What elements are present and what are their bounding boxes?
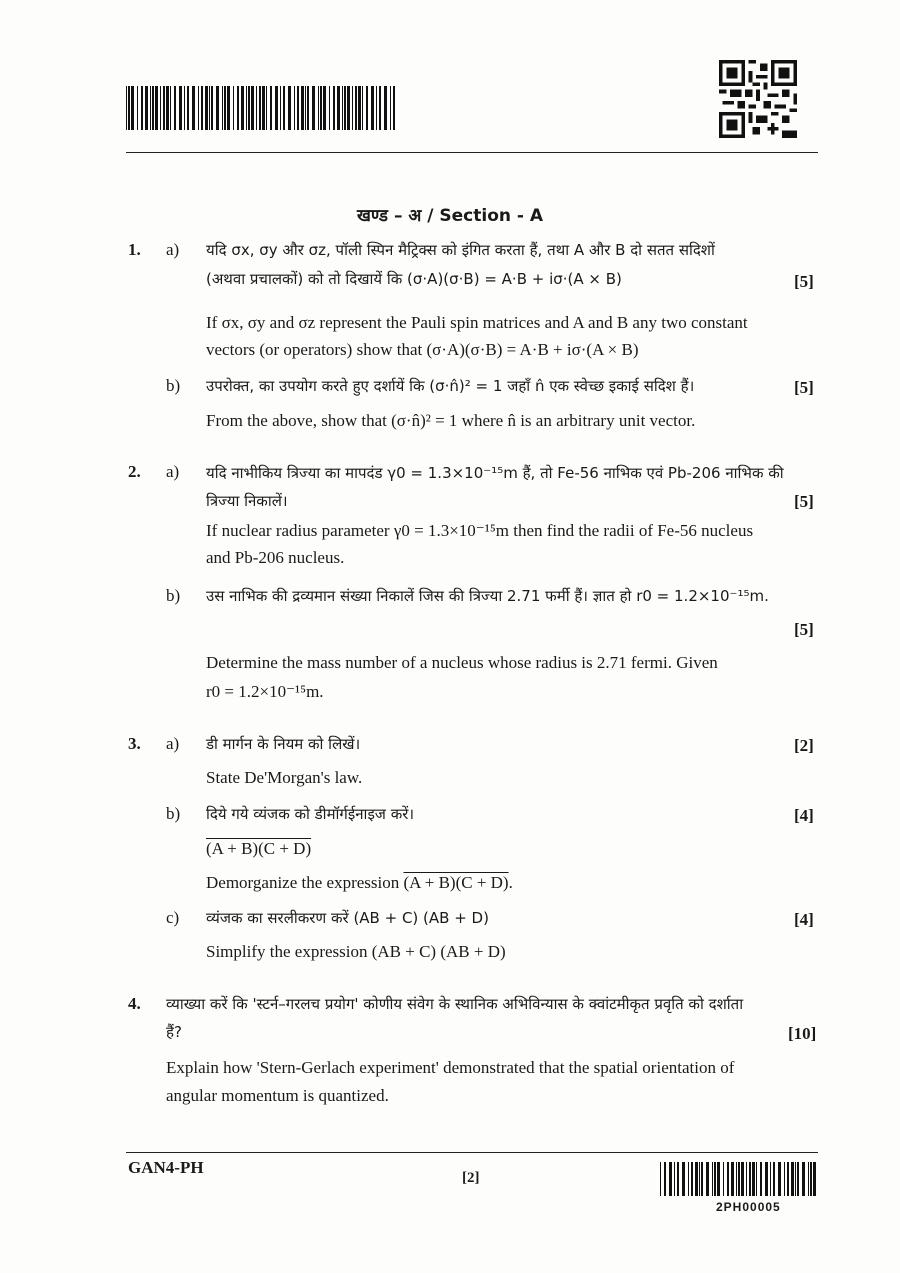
page-number: [2]	[462, 1170, 480, 1186]
sub-label: a)	[166, 240, 180, 259]
barcode-bar	[376, 86, 377, 130]
barcode-bar	[752, 1162, 755, 1196]
barcode-bar	[677, 1162, 679, 1196]
barcode-bar	[270, 86, 272, 130]
barcode-bar	[163, 86, 165, 130]
barcode-bar	[352, 86, 353, 130]
barcode-bar	[778, 1162, 781, 1196]
barcode-icon	[126, 86, 398, 130]
q1a-english-line1: If σx, σy and σz represent the Pauli spin matrices and A and B any two constant	[206, 313, 748, 332]
barcode-bar	[246, 86, 247, 130]
barcode-bar	[307, 86, 309, 130]
q2b-hindi: उस नाभिक की द्रव्यमान संख्या निकालें जिस की त्रिज्या 2.71 फर्मी हैं। ज्ञात हो r0 = 1.2×10⁻¹⁵m.	[206, 587, 769, 605]
sub-label: b)	[166, 586, 181, 605]
barcode-bar	[179, 86, 182, 130]
barcode-bar	[371, 86, 374, 130]
barcode-bar	[233, 86, 234, 130]
barcode-bar	[318, 86, 319, 130]
barcode-bar	[337, 86, 340, 130]
sub-label: a)	[166, 462, 180, 481]
barcode-bar	[773, 1162, 775, 1196]
barcode-bar	[256, 86, 257, 130]
barcode-bar	[275, 86, 278, 130]
q3b-expression: (A + B)(C + D)	[206, 839, 312, 858]
barcode-bar	[259, 86, 261, 130]
barcode-bar	[731, 1162, 734, 1196]
barcode-bar	[344, 86, 346, 130]
q2a-hindi-line1: यदि नाभीकिय त्रिज्या का मापदंड γ0 = 1.3×10⁻¹⁵m हैं, तो Fe-56 नाभिक एवं Pb-206 नाभिक की	[206, 464, 784, 482]
marks: [5]	[794, 492, 814, 511]
q2b-english-line2: r0 = 1.2×10⁻¹⁵m.	[206, 682, 324, 701]
barcode-bar	[251, 86, 254, 130]
sub-label: a)	[166, 734, 180, 753]
barcode-bar	[126, 86, 127, 130]
barcode-bar	[699, 1162, 700, 1196]
barcode-bar	[174, 86, 176, 130]
q4-english-line1: Explain how 'Stern-Gerlach experiment' demonstrated that the spatial orientation of	[166, 1058, 735, 1077]
footer-rule	[126, 1152, 818, 1153]
sub-label: b)	[166, 804, 181, 823]
barcode-bar	[160, 86, 161, 130]
barcode-bar	[682, 1162, 685, 1196]
barcode-bar	[695, 1162, 698, 1196]
q3a-english: State De'Morgan's law.	[206, 768, 363, 787]
barcode-bar	[362, 86, 363, 130]
q3b-hindi: दिये गये व्यंजक को डीमॉर्गईनाइज करें।	[206, 805, 415, 823]
q3b-english-prefix: Demorganize the expression	[206, 873, 400, 892]
q4-hindi-line2: हैं?	[166, 1023, 182, 1041]
barcode-bar	[760, 1162, 762, 1196]
barcode-bar	[717, 1162, 720, 1196]
q2a-hindi-line2: त्रिज्या निकालें।	[206, 492, 288, 510]
barcode-bar	[329, 86, 330, 130]
question-number: 4.	[128, 994, 141, 1013]
barcode-bar	[379, 86, 381, 130]
barcode-bar	[320, 86, 322, 130]
sub-label: b)	[166, 376, 181, 395]
barcode-bar	[323, 86, 326, 130]
barcode-bar	[184, 86, 185, 130]
barcode-bar	[305, 86, 306, 130]
barcode-bar	[187, 86, 189, 130]
barcode-bar	[810, 1162, 812, 1196]
barcode-bar	[384, 86, 387, 130]
question-number: 3.	[128, 734, 141, 753]
q4-english-line2: angular momentum is quantized.	[166, 1086, 389, 1105]
marks: [5]	[794, 620, 814, 639]
barcode-bar	[227, 86, 230, 130]
q1a-hindi-line2: (अथवा प्रचालकों) को तो दिखायें कि (σ·A)(σ·B) = A·B + iσ·(A × B)	[206, 270, 622, 288]
barcode-bar	[170, 86, 171, 130]
barcode-bar	[784, 1162, 785, 1196]
section-title: खण्ड – अ / Section - A	[356, 206, 544, 226]
paper-code: GAN4-PH	[128, 1158, 204, 1177]
barcode-bar	[723, 1162, 724, 1196]
barcode-bar	[669, 1162, 672, 1196]
barcode-bar	[333, 86, 335, 130]
barcode-bar	[241, 86, 244, 130]
barcode-bar	[393, 86, 395, 130]
q2b-english-line1: Determine the mass number of a nucleus whose radius is 2.71 fermi. Given	[206, 653, 718, 672]
barcode-bar	[216, 86, 219, 130]
barcode-bar	[128, 86, 130, 130]
barcode-bar	[342, 86, 343, 130]
barcode-bar	[712, 1162, 713, 1196]
q1a-hindi-line1: यदि σx, σy और σz, पॉली स्पिन मैट्रिक्स को इंगित करता हैं, तथा A और B दो सतत सदिशों	[206, 241, 715, 259]
question-number: 1.	[128, 240, 141, 259]
barcode-bar	[738, 1162, 740, 1196]
barcode-bar	[674, 1162, 675, 1196]
barcode-bar	[192, 86, 195, 130]
barcode-bar	[791, 1162, 794, 1196]
q1a-english-line2: vectors (or operators) show that (σ·A)(σ·B) = A·B + iσ·(A × B)	[206, 340, 639, 359]
barcode-bar	[150, 86, 151, 130]
barcode-bar	[312, 86, 315, 130]
barcode-bar	[198, 86, 199, 130]
barcode-bar	[155, 86, 158, 130]
barcode-bar	[701, 1162, 703, 1196]
q4-hindi-line1: व्याख्या करें कि 'स्टर्न–गरलच प्रयोग' कोणीय संवेग के स्थानिक अभिविन्यास के क्वांटमीकृत प्रवृति को दर्शाता	[166, 995, 744, 1013]
barcode-bar	[297, 86, 299, 130]
barcode-bar	[131, 86, 134, 130]
barcode-bar	[222, 86, 223, 130]
paper-id: 2PH00005	[716, 1200, 781, 1214]
barcode-bar	[765, 1162, 768, 1196]
q1b-hindi: उपरोक्त, का उपयोग करते हुए दर्शायें कि (σ·n̂)² = 1 जहाँ n̂ एक स्वेच्छ इकाई सदिश हैं।	[206, 377, 695, 395]
barcode-bar	[795, 1162, 796, 1196]
q2a-english-line1: If nuclear radius parameter γ0 = 1.3×10⁻¹⁵m then find the radii of Fe-56 nucleus	[206, 521, 754, 540]
barcode-bar	[741, 1162, 744, 1196]
marks: [10]	[788, 1024, 817, 1043]
barcode-bar	[280, 86, 281, 130]
barcode-bar	[770, 1162, 771, 1196]
header-rule	[126, 152, 818, 153]
barcode-bar	[266, 86, 267, 130]
barcode-bar	[262, 86, 265, 130]
barcode-bar	[205, 86, 208, 130]
barcode-bar	[248, 86, 250, 130]
marks: [4]	[794, 910, 814, 929]
q3c-english: Simplify the expression (AB + C) (AB + D)	[206, 942, 506, 961]
barcode-bar	[688, 1162, 689, 1196]
q3b-english-expression: (A + B)(C + D)	[403, 873, 509, 892]
q2a-english-line2: and Pb-206 nucleus.	[206, 548, 345, 567]
barcode-bar	[714, 1162, 716, 1196]
barcode-bar	[301, 86, 304, 130]
barcode-bar	[209, 86, 210, 130]
sub-label: c)	[166, 908, 180, 927]
barcode-bar	[211, 86, 213, 130]
barcode-bar	[366, 86, 368, 130]
barcode-bar	[802, 1162, 805, 1196]
barcode-bar	[749, 1162, 751, 1196]
barcode-bar	[813, 1162, 816, 1196]
footer-barcode-icon	[660, 1162, 820, 1196]
barcode-bar	[660, 1162, 661, 1196]
barcode-bar	[141, 86, 143, 130]
marks: [2]	[794, 736, 814, 755]
barcode-bar	[706, 1162, 709, 1196]
barcode-bar	[358, 86, 361, 130]
barcode-bar	[727, 1162, 729, 1196]
barcode-bar	[288, 86, 291, 130]
q1b-english: From the above, show that (σ·n̂)² = 1 where n̂ is an arbitrary unit vector.	[206, 411, 696, 430]
q3c-hindi: व्यंजक का सरलीकरण करें (AB + C) (AB + D)	[206, 909, 489, 927]
barcode-bar	[808, 1162, 809, 1196]
barcode-bar	[691, 1162, 693, 1196]
barcode-bar	[201, 86, 203, 130]
question-number: 2.	[128, 462, 141, 481]
barcode-bar	[664, 1162, 666, 1196]
barcode-bar	[166, 86, 169, 130]
barcode-bar	[145, 86, 148, 130]
qr-code-icon	[718, 60, 798, 138]
barcode-bar	[237, 86, 239, 130]
barcode-bar	[756, 1162, 757, 1196]
marks: [5]	[794, 378, 814, 397]
barcode-bar	[152, 86, 154, 130]
barcode-bar	[736, 1162, 737, 1196]
q3a-hindi: डी मार्गन के नियम को लिखें।	[206, 735, 361, 753]
q3b-english: Demorganize the expression (A + B)(C + D).	[206, 873, 513, 892]
barcode-bar	[797, 1162, 799, 1196]
barcode-bar	[390, 86, 391, 130]
barcode-bar	[355, 86, 357, 130]
marks: [4]	[794, 806, 814, 825]
barcode-bar	[347, 86, 350, 130]
barcode-bar	[787, 1162, 789, 1196]
barcode-bar	[294, 86, 295, 130]
barcode-bar	[746, 1162, 747, 1196]
barcode-bar	[283, 86, 285, 130]
barcode-bar	[137, 86, 138, 130]
marks: [5]	[794, 272, 814, 291]
barcode-bar	[224, 86, 226, 130]
